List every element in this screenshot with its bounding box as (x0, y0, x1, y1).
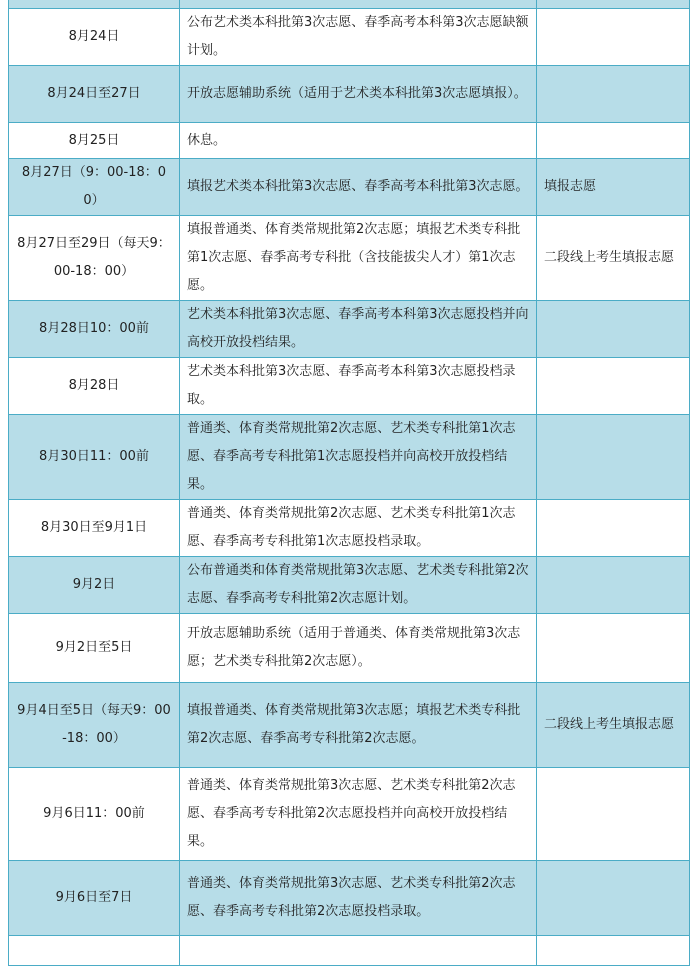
content-cell (180, 0, 537, 9)
date-cell: 9月2日 (9, 557, 180, 614)
table-body (9, 0, 690, 966)
admission-schedule-table (8, 0, 690, 966)
content-cell: 普通类、体育类常规批第3次志愿、艺术类专科批第2次志愿、春季高考专科批第2次志愿投档并向高校开放投档结果。 (180, 768, 537, 861)
note-cell (537, 0, 690, 9)
note-cell (537, 861, 690, 936)
content-cell: 艺术类本科批第3次志愿、春季高考本科第3次志愿投档并向高校开放投档结果。 (180, 301, 537, 358)
content-cell: 填报普通类、体育类常规批第2次志愿；填报艺术类专科批第1次志愿、春季高考专科批（含技能拔尖人才）第1次志愿。 (180, 216, 537, 301)
note-cell (537, 123, 690, 159)
table-row (9, 9, 690, 66)
date-cell: 9月6日11：00前 (9, 768, 180, 861)
content-cell: 开放志愿辅助系统（适用于艺术类本科批第3次志愿填报）。 (180, 66, 537, 123)
content-cell: 普通类、体育类常规批第2次志愿、艺术类专科批第1次志愿、春季高考专科批第1次志愿投档录取。 (180, 500, 537, 557)
date-cell: 8月28日10：00前 (9, 301, 180, 358)
table-row (9, 301, 690, 358)
table-row (9, 66, 690, 123)
note-cell (537, 415, 690, 500)
note-cell: 填报志愿 (537, 159, 690, 216)
table-row (9, 123, 690, 159)
note-cell (537, 66, 690, 123)
date-cell: 8月24日至27日 (9, 66, 180, 123)
date-cell: 9月6日至7日 (9, 861, 180, 936)
date-cell: 8月27日（9：00-18：00） (9, 159, 180, 216)
note-cell (537, 358, 690, 415)
date-cell: 8月30日11：00前 (9, 415, 180, 500)
note-cell (537, 9, 690, 66)
table-row (9, 0, 690, 9)
content-cell: 填报艺术类本科批第3次志愿、春季高考本科批第3次志愿。 (180, 159, 537, 216)
note-cell (537, 557, 690, 614)
date-cell: 8月25日 (9, 123, 180, 159)
content-cell: 公布普通类和体育类常规批第3次志愿、艺术类专科批第2次志愿、春季高考专科批第2次志愿计划。 (180, 557, 537, 614)
date-cell (9, 936, 180, 966)
note-cell (537, 301, 690, 358)
table-row (9, 557, 690, 614)
date-cell: 8月30日至9月1日 (9, 500, 180, 557)
content-cell: 开放志愿辅助系统（适用于普通类、体育类常规批第3次志愿；艺术类专科批第2次志愿）。 (180, 614, 537, 683)
content-cell: 普通类、体育类常规批第2次志愿、艺术类专科批第1次志愿、春季高考专科批第1次志愿投档并向高校开放投档结果。 (180, 415, 537, 500)
content-cell: 普通类、体育类常规批第3次志愿、艺术类专科批第2次志愿、春季高考专科批第2次志愿投档录取。 (180, 861, 537, 936)
date-cell: 8月24日 (9, 9, 180, 66)
date-cell: 8月27日至29日（每天9：00-18：00） (9, 216, 180, 301)
date-cell: 9月4日至5日（每天9：00-18：00） (9, 683, 180, 768)
note-cell (537, 768, 690, 861)
table-row (9, 936, 690, 966)
note-cell (537, 500, 690, 557)
note-cell: 二段线上考生填报志愿 (537, 683, 690, 768)
content-cell (180, 936, 537, 966)
note-cell (537, 614, 690, 683)
note-cell: 二段线上考生填报志愿 (537, 216, 690, 301)
date-cell: 8月28日 (9, 358, 180, 415)
content-cell: 休息。 (180, 123, 537, 159)
table-row (9, 415, 690, 500)
content-cell: 公布艺术类本科批第3次志愿、春季高考本科第3次志愿缺额计划。 (180, 9, 537, 66)
table-row (9, 861, 690, 936)
table-row (9, 358, 690, 415)
content-cell: 艺术类本科批第3次志愿、春季高考本科第3次志愿投档录取。 (180, 358, 537, 415)
table-row (9, 159, 690, 216)
table-row (9, 768, 690, 861)
content-cell: 填报普通类、体育类常规批第3次志愿；填报艺术类专科批第2次志愿、春季高考专科批第2次志愿。 (180, 683, 537, 768)
table-row (9, 500, 690, 557)
table-row (9, 683, 690, 768)
table-row (9, 614, 690, 683)
date-cell (9, 0, 180, 9)
note-cell (537, 936, 690, 966)
table-row (9, 216, 690, 301)
date-cell: 9月2日至5日 (9, 614, 180, 683)
